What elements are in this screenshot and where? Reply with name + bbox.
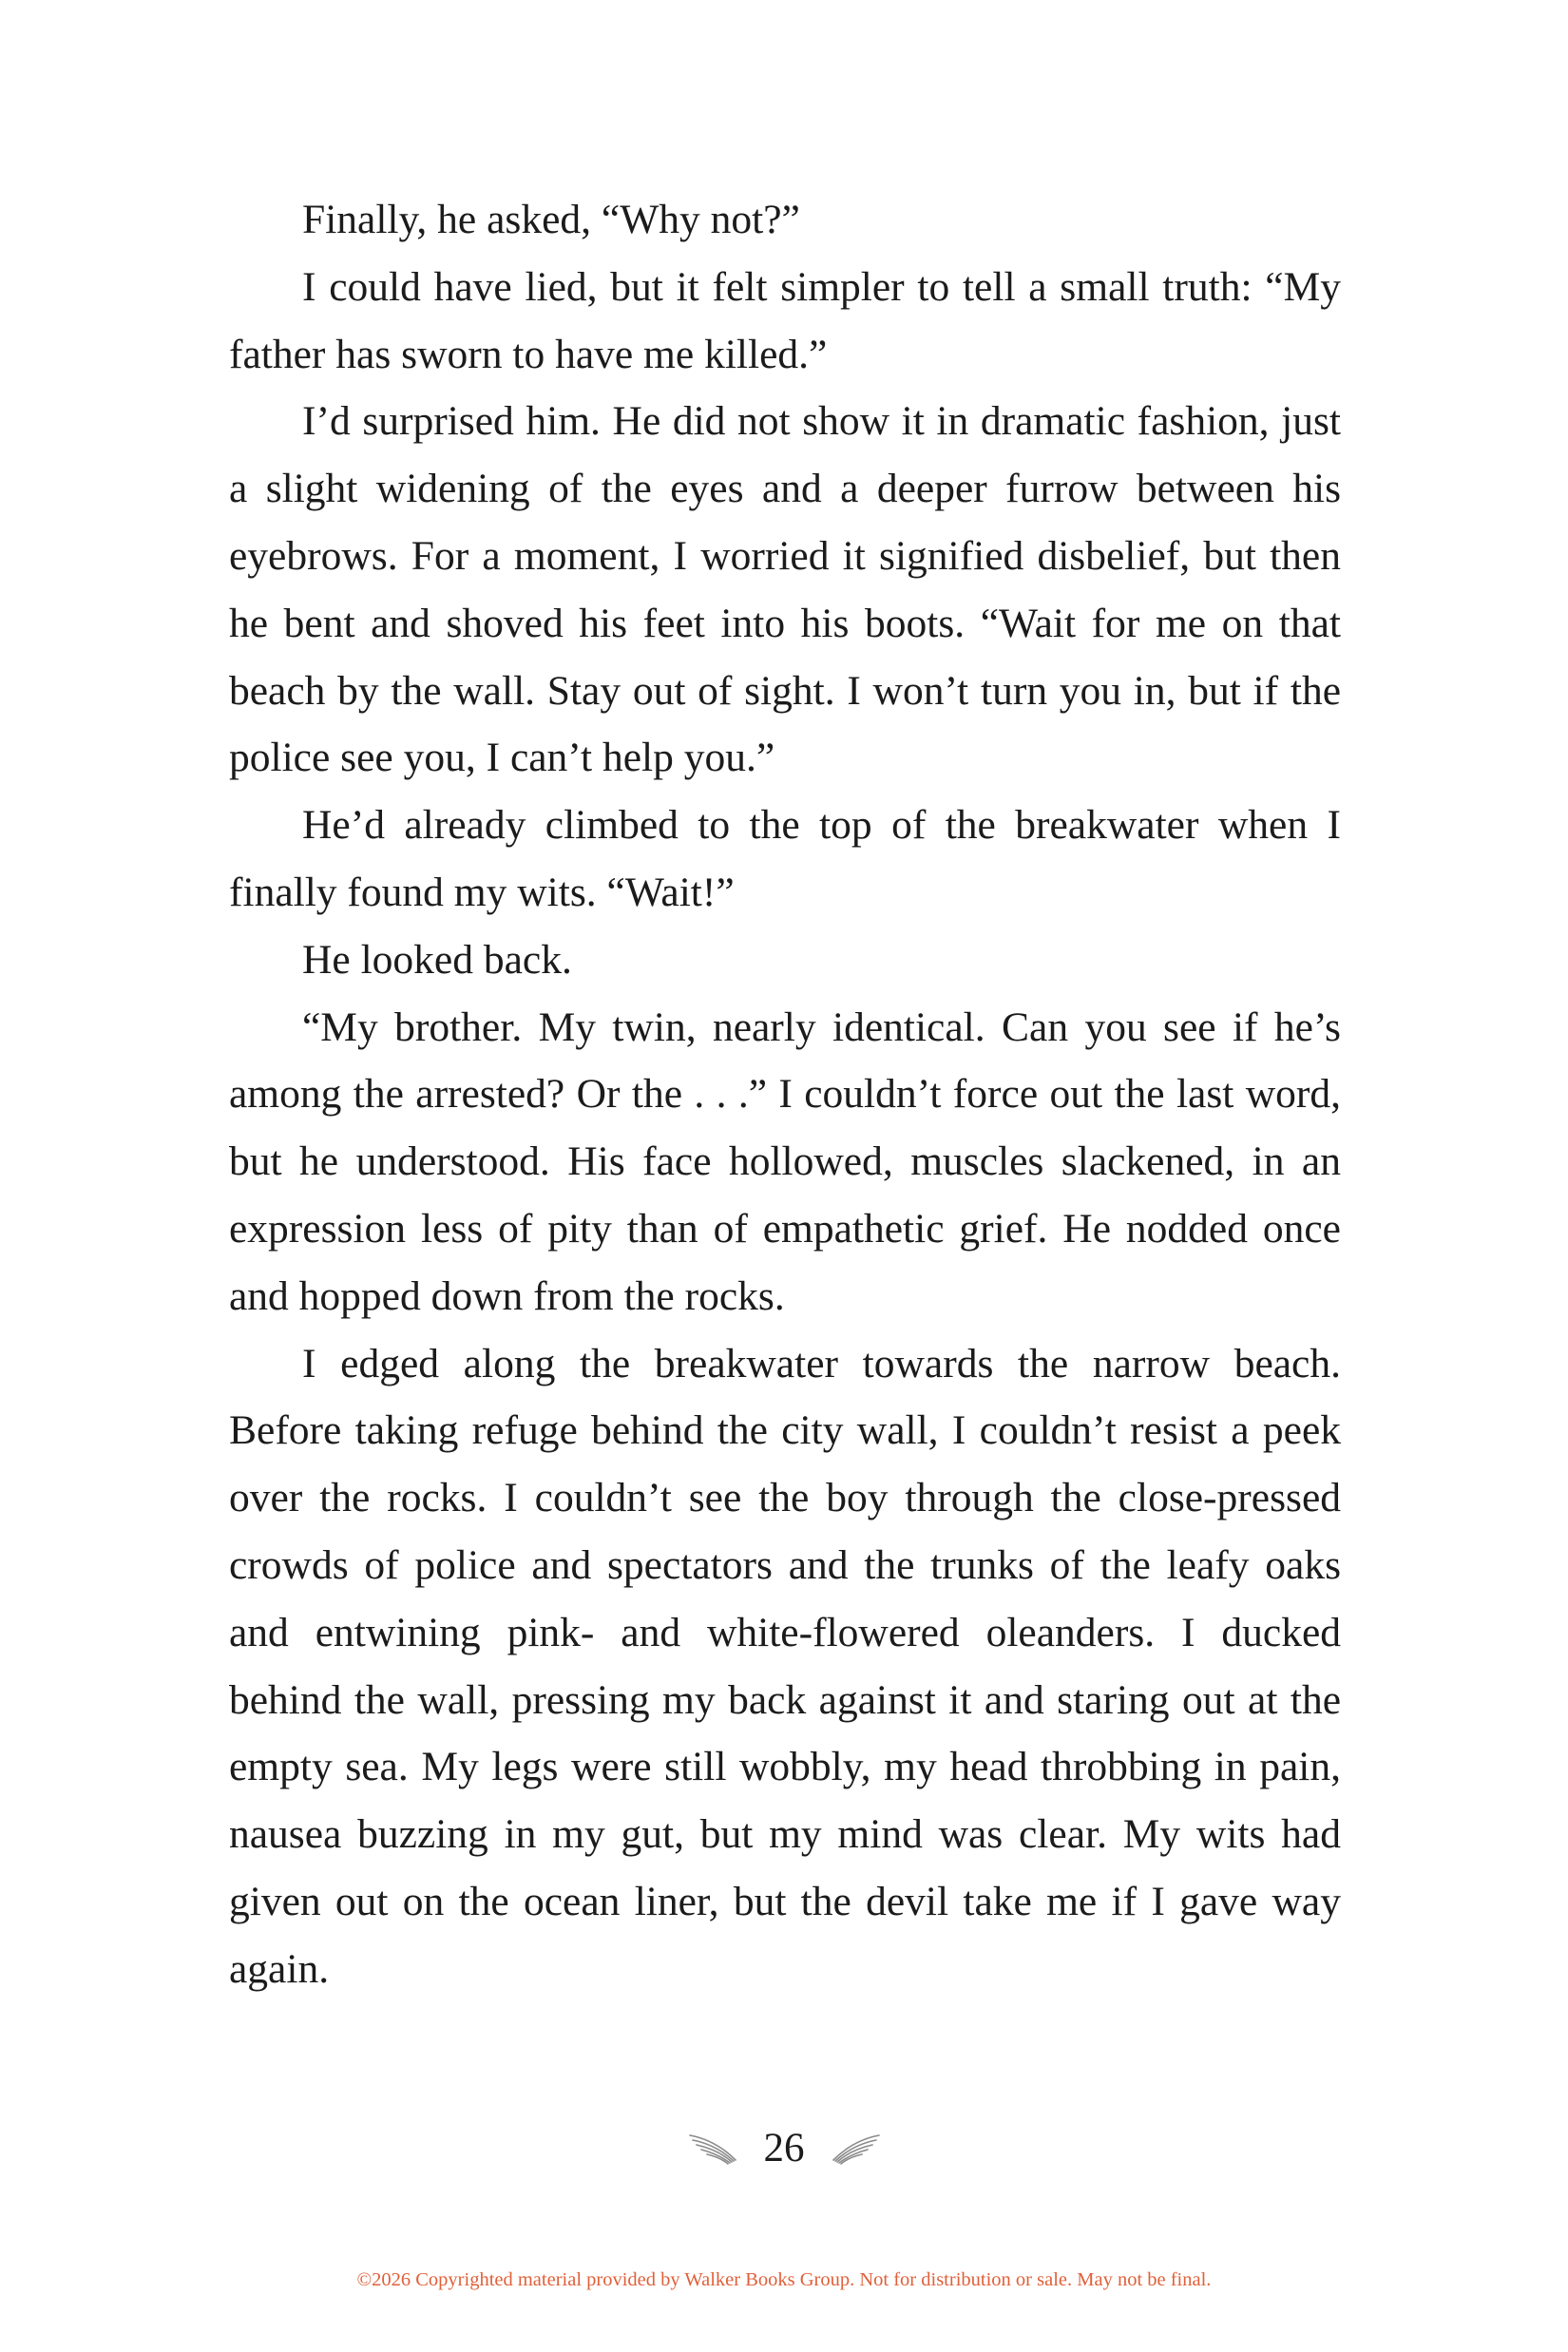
folio (0, 2115, 1568, 2182)
paragraph: I could have lied, but it felt simpler to tell a small truth: “My father has sworn to have me killed.” (229, 263, 1341, 377)
paragraph: He looked back. (302, 936, 572, 983)
wing-flourish-right-icon (830, 2132, 881, 2165)
paragraph: Finally, he asked, “Why not?” (302, 197, 800, 242)
paragraph: He’d already climbed to the top of the breakwater when I finally found my wits. “Wait!” (229, 802, 1341, 915)
paragraph: “My brother. My twin, nearly identical. Can you see if he’s among the arrested? Or the . . .” I couldn’t force out the last word, but he understood. His face hollowed, muscles slackened, in an expression less of pity than of empathetic grief. He nodded once and hopped down from the rocks. (229, 1004, 1341, 1319)
copyright-notice: ©2026 Copyrighted material provided by Walker Books Group. Not for distribution or sale. May not be final. (356, 2269, 1212, 2290)
paragraph: I’d surprised him. He did not show it in dramatic fashion, just a slight widening of the eyes and a deeper furrow between his eyebrows. For a moment, I worried it signified disbelief, but then he bent and shoved his feet into his boots. “Wait for me on that beach by the wall. Stay out of sight. I won’t turn you in, but if the police see you, I can’t help you.” (229, 398, 1341, 781)
paragraph: I edged along the breakwater towards the narrow beach. Before taking refuge behind the city wall, I couldn’t resist a peek over the rocks. I couldn’t see the boy through the close-pressed crowds of police and spectators and the trunks of the leafy oaks and entwining pink- and white-flowered oleanders. I ducked behind the wall, pressing my back against it and staring out at the empty sea. My legs were still wobbly, my head throbbing in pain, nausea buzzing in my gut, but my mind was clear. My wits had given out on the ocean liner, but the devil take me if I gave way again. (229, 1340, 1341, 1992)
wing-flourish-left-icon (688, 2132, 739, 2165)
page-number: 26 (763, 2126, 805, 2170)
body-text (229, 186, 1341, 2003)
